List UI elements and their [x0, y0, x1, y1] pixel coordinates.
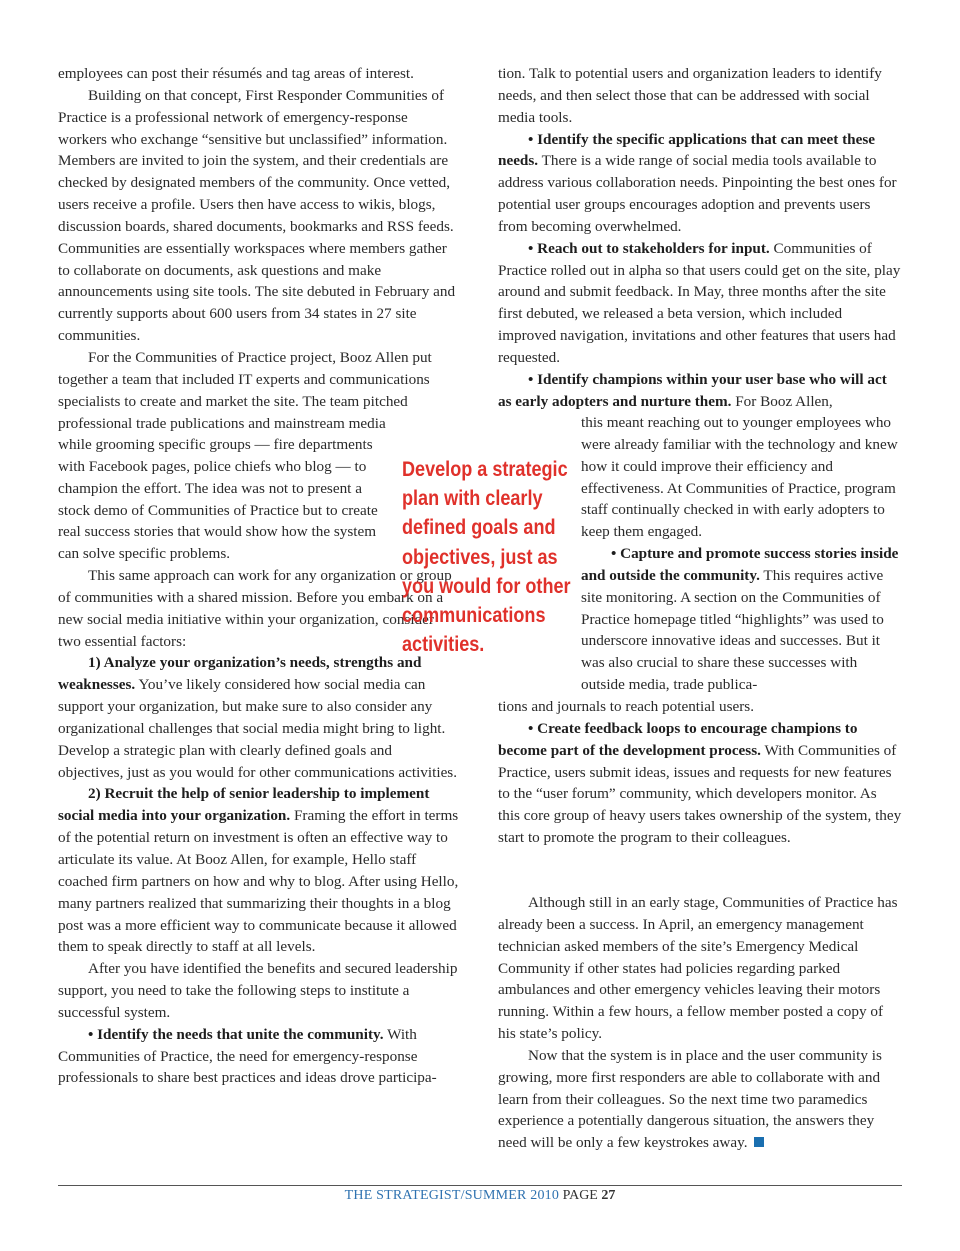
paragraph: while grooming specific groups — fire departments with Facebook pages, police chiefs who blog — to champion the effort. The idea was not to present a stock demo of Communities of Practice but to create real success stories that would show how the system can solve specific problems. — [58, 436, 378, 563]
footer — [0, 1188, 960, 1204]
pull-quote-line: plan with clearly — [402, 487, 543, 511]
pull-quote-line: objectives, just as — [402, 545, 558, 569]
left-column-narrow — [58, 434, 386, 565]
left-column-top — [58, 63, 460, 434]
subheading-paragraph: • Create feedback loops to encourage champions to become part of the development process. With Communities of Practice, users submit ideas, issues and requests for new features to the “user forum” community, which developers monitor. As this core group of heavy users takes ownership of the system, they start to promote the program to their colleagues. — [498, 719, 902, 847]
footer-divider — [58, 1185, 902, 1186]
subheading-paragraph: 2) Recruit the help of senior leadership to implement social media into your organization. Framing the effort in terms of the potential return on investment is often an effective way to articulate its value. At Booz Allen, for example, Hello staff coached firm partners on how and why to blog. After using Hello, many partners realized that summarizing their thoughts in a blog post was a more efficient way to communicate because it allowed them to speak directly to staff at all levels. — [58, 785, 459, 956]
magazine-title: THE STRATEGIST/SUMMER 2010 — [344, 1188, 560, 1203]
paragraph: tion. Talk to potential users and organization leaders to identify needs, and then select those that can be addressed with social media tools. — [498, 65, 882, 126]
subheading: • Identify champions within your user base who will act as early adopters and nurture them. — [498, 370, 887, 410]
end-mark-icon — [754, 1137, 764, 1147]
paragraph: employees can post their résumés and tag areas of interest. — [58, 65, 414, 82]
subheading-paragraph: • Reach out to stakeholders for input. Communities of Practice rolled out in alpha so that users could get on the site, play around and submit feedback. In May, three months after the site first debuted, we released a beta version, which included improved navigation, invitations and other features that users had requested. — [498, 239, 901, 366]
pull-quote-line: activities. — [402, 633, 485, 657]
paragraph: After you have identified the benefits and secured leadership support, you need to take the following steps to institute a successful system. — [58, 960, 458, 1021]
subheading-paragraph: • Identify the needs that unite the community. With Communities of Practice, the need for emergency-response professionals to share best practices and ideas drove participa- — [58, 1025, 437, 1087]
pull-quote — [402, 455, 571, 659]
subheading-paragraph: 1) Analyze your organization’s needs, strengths and weaknesses. You’ve likely considered how social media can support your organization, but make sure to also consider any organizational challenges that social media might bring to light. Develop a strategic plan with clearly defined goals and objectives, just as you would for other communications activities. — [58, 654, 458, 781]
subheading-paragraph: • Capture and promote success stories inside and outside the community. This requires active site monitoring. A section on the Communities of Practice homepage titled “highlights” was used to underscore innovative ideas and successes. But it was also crucial to share these successes with outside media, trade publica- — [581, 545, 899, 694]
subheading: • Identify the needs that unite the community. — [88, 1025, 384, 1043]
subheading: • Reach out to stakeholders for input. — [528, 239, 770, 257]
right-column-mid — [498, 696, 902, 849]
subheading: • Create feedback loops to encourage champions to become part of the development process. — [498, 719, 858, 759]
left-column-bottom — [58, 565, 460, 1089]
paragraph: tions and journals to reach potential users. — [498, 698, 755, 715]
subheading-paragraph: • Identify the specific applications that can meet these needs. There is a wide range of social media tools available to address various collaboration needs. Pinpointing the best ones for potential user groups encourages adoption and prevents users from becoming overwhelmed. — [498, 130, 897, 235]
subheading: • Capture and promote success stories inside and outside the community. — [581, 545, 899, 584]
paragraph: This same approach can work for any organization or group of communities with a shared mission. Before you embark on a new social media initiative within your organization, consider two essential factors: — [58, 567, 452, 650]
pull-quote-line: you would for other — [402, 574, 571, 598]
subheading: 1) Analyze your organization’s needs, strengths and weaknesses. — [58, 654, 422, 694]
pull-quote-line: communications — [402, 604, 546, 628]
pull-quote-line: Develop a strategic — [402, 458, 568, 481]
subheading: • Identify the specific applications that can meet these needs. — [498, 130, 875, 170]
paragraph: Although still in an early stage, Communities of Practice has already been a success. In April, an emergency management technician asked members of the site’s Emergency Medical Community if other states had policies regarding parked ambulances and other emergency vehicles leaving their motors running. Within a few hours, a fellow member posted a copy of his state’s policy. — [498, 894, 898, 1043]
right-column-bottom — [498, 892, 902, 1154]
subheading-paragraph: • Identify champions within your user base who will act as early adopters and nurture them. For Booz Allen, — [498, 370, 887, 410]
paragraph: For the Communities of Practice project, Booz Allen put together a team that included IT experts and communications specialists to create and market the site. The team pitched professional trade publications and mainstream media — [58, 348, 432, 432]
paragraph: Now that the system is in place and the user community is growing, more first responders are able to collaborate with and learn from their colleagues. So the next time two paramedics experience a potentially dangerous situation, the answers they need will be only a few keystrokes away. — [498, 1046, 882, 1152]
pull-quote-line: defined goals and — [402, 516, 556, 540]
page-number: 27 — [601, 1188, 616, 1203]
paragraph: Building on that concept, First Responder Communities of Practice is a professional network of emergency-response workers who exchange “sensitive but unclassified” information. Members are invited to join the system, and their credentials are checked by designated members of the community. Once vetted, users receive a profile. Users then have access to wikis, blogs, discussion boards, shared documents, bookmarks and RSS feeds. Communities are essentially workspaces where members gather to collaborate on documents, ask questions and make announcements using site tools. The site debuted in February and currently supports about 600 users from 34 states in 27 site communities. — [58, 86, 456, 345]
right-column-narrow — [581, 412, 902, 696]
subheading: 2) Recruit the help of senior leadership to implement social media into your organization. — [58, 785, 430, 825]
page-label: PAGE — [562, 1188, 598, 1203]
right-column-top — [498, 63, 902, 413]
paragraph: this meant reaching out to younger employees who were already familiar with the technology and knew how it could improve their efficiency and effectiveness. At Communities of Practice, program staff continually checked in with early adopters to keep them engaged. — [581, 414, 898, 541]
